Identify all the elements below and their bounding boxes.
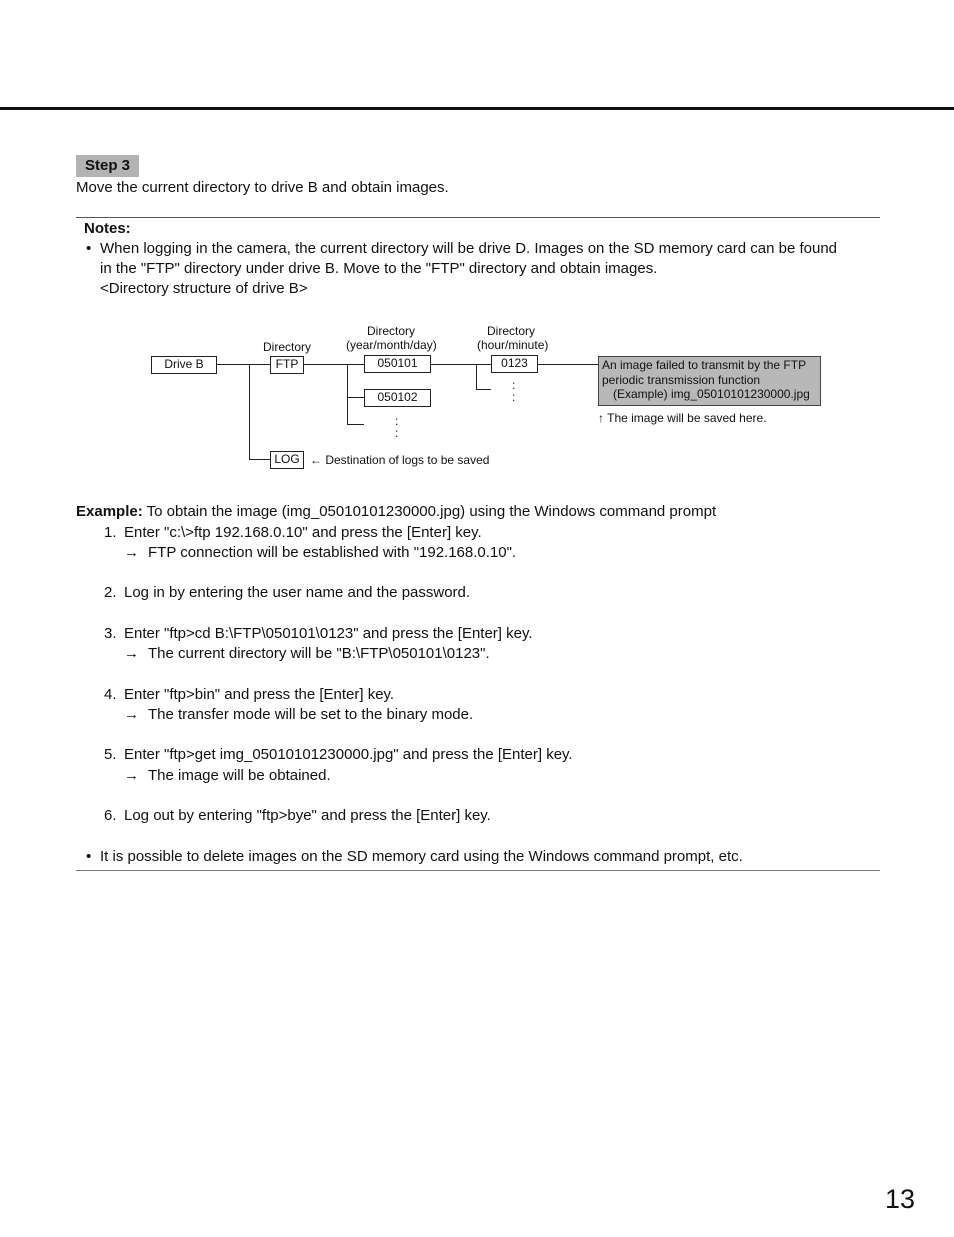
- directory-050102-box: 050102: [364, 389, 431, 407]
- connector-drive-ftp: [216, 364, 271, 365]
- step-number: 4.: [104, 686, 117, 703]
- page-number: 13: [885, 1184, 916, 1214]
- more-times-dots-2: :: [512, 390, 516, 404]
- connector-more-dates: [347, 424, 364, 425]
- example-label: Example:: [76, 503, 143, 520]
- connector-vertical-dates: [347, 364, 348, 425]
- directory-050101-box: 050101: [364, 355, 431, 373]
- bullet-icon: •: [86, 240, 92, 257]
- notes-heading: Notes:: [84, 220, 131, 237]
- more-dates-dots-2: :: [395, 426, 399, 440]
- label-hm-subtitle: (hour/minute): [477, 338, 549, 352]
- step-number: 3.: [104, 625, 117, 642]
- step-result: The image will be obtained.: [148, 767, 331, 784]
- connector-050101-0123: [430, 364, 491, 365]
- step-number: 1.: [104, 524, 117, 541]
- step-instruction: Move the current directory to drive B and obtain images.: [76, 179, 449, 196]
- label-ymd-subtitle: (year/month/day): [346, 338, 437, 352]
- step-result: The transfer mode will be set to the binary mode.: [148, 706, 474, 723]
- log-destination-note: ← Destination of logs to be saved: [310, 453, 490, 467]
- image-file-box: [598, 356, 821, 406]
- example-heading: [76, 502, 716, 522]
- step-number: 2.: [104, 584, 117, 601]
- log-directory-box: LOG: [270, 451, 304, 469]
- step-text: Enter "ftp>cd B:\FTP\050101\0123" and press the [Enter] key.: [124, 625, 533, 642]
- header-rule: [0, 107, 954, 110]
- drive-b-box: Drive B: [151, 356, 217, 374]
- arrow-icon: →: [124, 767, 139, 784]
- file-example-name: (Example) img_05010101230000.jpg: [613, 387, 810, 401]
- notes-bullet1-line1: When logging in the camera, the current directory will be drive D. Images on the SD memory card can be found: [100, 240, 838, 257]
- step-result: The current directory will be "B:\FTP\050101\0123".: [148, 645, 490, 662]
- connector-ftp-050101: [303, 364, 364, 365]
- step-text: Log out by entering "ftp>bye" and press the [Enter] key.: [124, 807, 491, 824]
- label-ymd-title: Directory: [367, 324, 416, 338]
- arrow-icon: →: [124, 645, 139, 662]
- connector-0123-file: [537, 364, 598, 365]
- step-text: Enter "ftp>get img_05010101230000.jpg" and press the [Enter] key.: [124, 746, 573, 763]
- ftp-directory-box: FTP: [270, 356, 304, 374]
- arrow-icon: →: [124, 706, 139, 723]
- connector-more-times: [476, 389, 491, 390]
- example-intro: To obtain the image (img_05010101230000.jpg) using the Windows command prompt: [142, 503, 717, 520]
- file-desc-line2: periodic transmission function: [602, 372, 761, 387]
- directory-0123-box: 0123: [491, 355, 538, 373]
- step-result: FTP connection will be established with "192.168.0.10".: [148, 544, 517, 561]
- notes-top-rule: [76, 217, 880, 218]
- step-text: Enter "ftp>bin" and press the [Enter] key.: [124, 686, 395, 703]
- step-text: Log in by entering the user name and the password.: [124, 584, 471, 601]
- notes-bullet1-line2: in the "FTP" directory under drive B. Move to the "FTP" directory and obtain images.: [100, 260, 658, 277]
- saved-here-note: ↑ The image will be saved here.: [598, 411, 767, 425]
- label-directory: Directory: [263, 340, 312, 354]
- more-dates-dots-1: :: [395, 414, 399, 428]
- connector-to-050102: [347, 397, 364, 398]
- directory-structure-caption: <Directory structure of drive B>: [100, 280, 308, 297]
- step-number: 5.: [104, 746, 117, 763]
- step-badge: Step 3: [76, 155, 139, 177]
- file-desc-line1: An image failed to transmit by the FTP: [602, 358, 807, 372]
- notes-bottom-rule: [76, 870, 880, 871]
- connector-to-log: [249, 459, 271, 460]
- connector-vertical-times: [476, 364, 477, 390]
- notes-bullet2: It is possible to delete images on the SD memory card using the Windows command prompt, etc.: [100, 848, 743, 865]
- step-number: 6.: [104, 807, 117, 824]
- arrow-icon: →: [124, 544, 139, 561]
- more-times-dots-1: :: [512, 378, 516, 392]
- step-text: Enter "c:\>ftp 192.168.0.10" and press the [Enter] key.: [124, 524, 482, 541]
- connector-vertical-log: [249, 364, 250, 460]
- bullet-icon: •: [86, 848, 92, 865]
- label-hm-title: Directory: [487, 324, 536, 338]
